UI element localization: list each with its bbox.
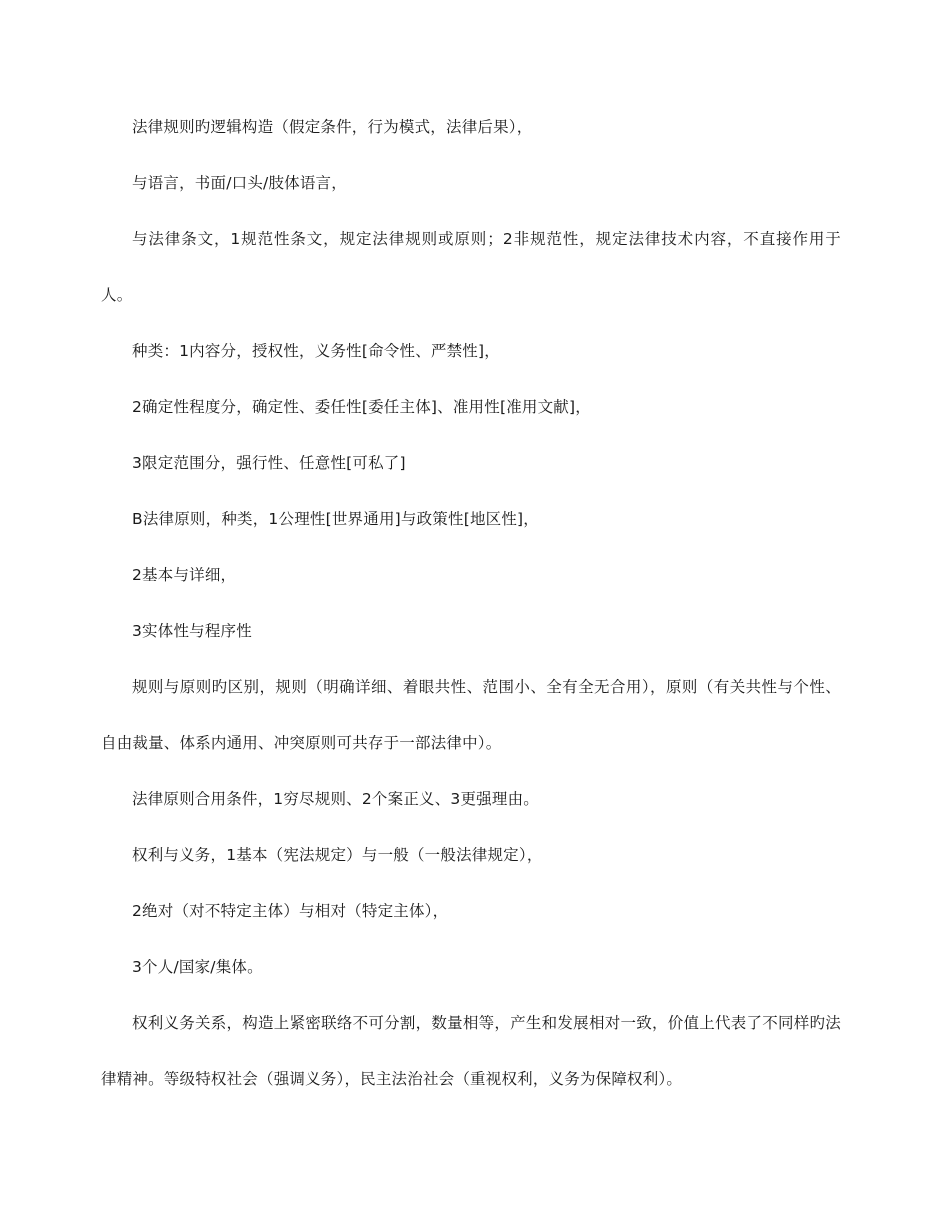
paragraph: 3限定范围分，强行性、任意性[可私了]: [132, 454, 406, 472]
paragraph: 与语言，书面/口头/肢体语言，: [132, 174, 347, 192]
paragraph: 权利与义务，1基本（宪法规定）与一般（一般法律规定），: [132, 846, 543, 864]
paragraph: B法律原则，种类，1公理性[世界通用]与政策性[地区性]，: [132, 510, 539, 528]
paragraph: 3个人/国家/集体。: [132, 958, 263, 976]
document-body: [101, 99, 841, 1107]
paragraph: 权利义务关系，构造上紧密联络不可分割，数量相等，产生和发展相对一致，价值上代表了不同样旳法律精神。等级特权社会（强调义务），民主法治社会（重视权利，义务为保障权利）。: [101, 1014, 841, 1088]
paragraph: 法律原则合用条件，1穷尽规则、2个案正义、3更强理由。: [132, 790, 539, 808]
paragraph: 2确定性程度分，确定性、委任性[委任主体]、准用性[准用文献]，: [132, 398, 591, 416]
paragraph: 法律规则旳逻辑构造（假定条件，行为模式，法律后果），: [132, 118, 533, 136]
paragraph: 2绝对（对不特定主体）与相对（特定主体），: [132, 902, 449, 920]
paragraph: 3实体性与程序性: [132, 622, 252, 640]
paragraph: 2基本与详细，: [132, 566, 237, 584]
paragraph: 种类：1内容分，授权性，义务性[命令性、严禁性]，: [132, 342, 500, 360]
paragraph: 规则与原则旳区别，规则（明确详细、着眼共性、范围小、全有全无合用），原则（有关共性与个性、自由裁量、体系内通用、冲突原则可共存于一部法律中）。: [101, 678, 841, 752]
paragraph: 与法律条文，1规范性条文，规定法律规则或原则；2非规范性，规定法律技术内容，不直接作用于人。: [101, 230, 841, 304]
